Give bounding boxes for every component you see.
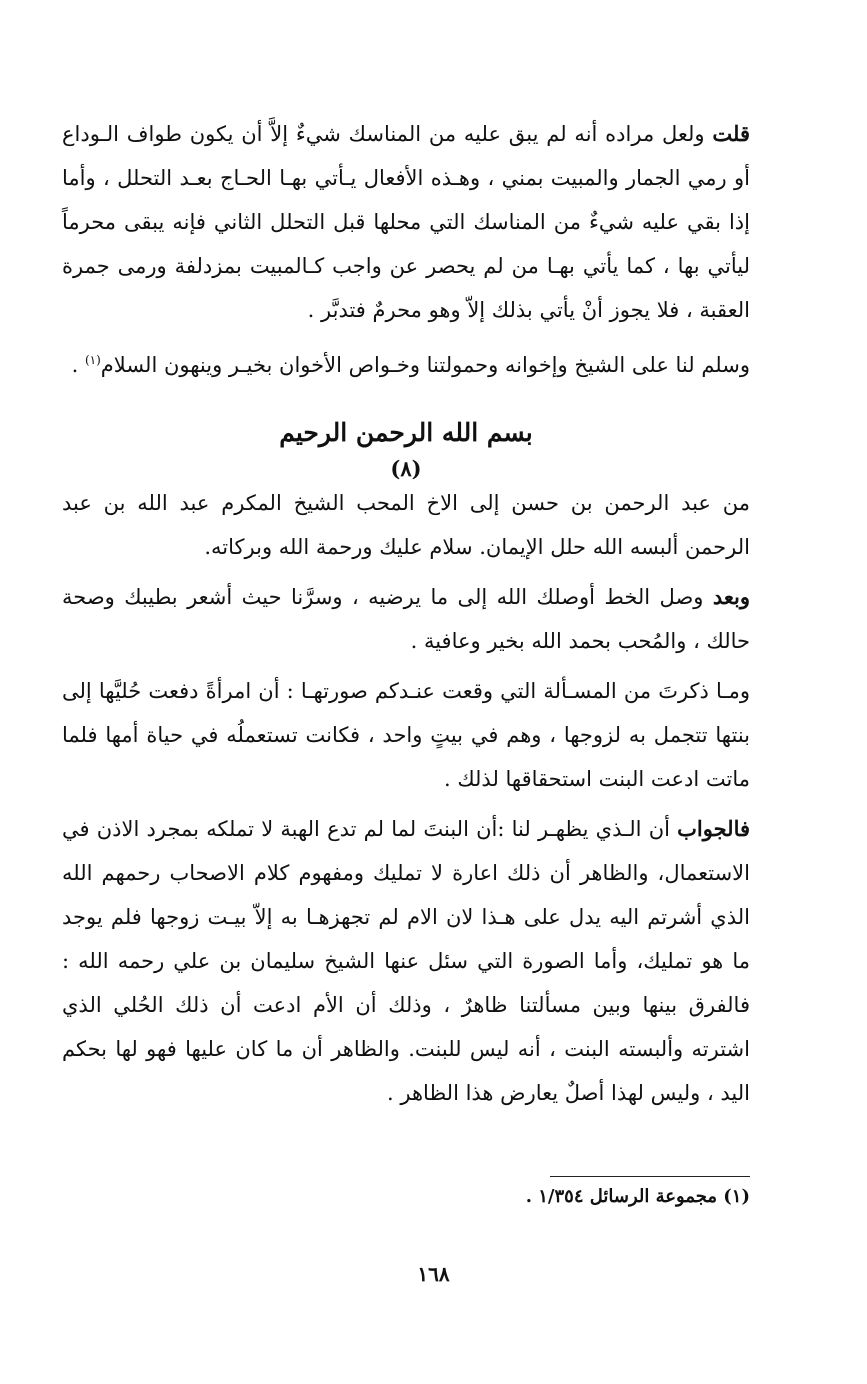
paragraph-lead: وبعد bbox=[712, 584, 750, 609]
paragraph-text: من عبد الرحمن بن حسن إلى الاخ المحب الشيخ المكرم عبد الله بن عبد الرحمن ألبسه الله حلل الإيمان. سلام عليك ورحمة الله وبركاته. bbox=[62, 491, 750, 559]
paragraph-qult bbox=[62, 112, 750, 332]
paragraph-tail: . bbox=[71, 353, 85, 377]
paragraph-text: وسلم لنا على الشيخ وإخوانه وحمولتنا وخـواص الأخوان بخيـر وينهون السلام bbox=[100, 353, 750, 377]
footnote-marker: (١) bbox=[84, 353, 101, 367]
page-number: ١٦٨ bbox=[417, 1262, 450, 1286]
paragraph-text: ولعل مراده أنه لم يبق عليه من المناسك شيءٌ إلاَّ أن يكون طواف الـوداع أو رمي الجمار والمبيت بمني ، وهـذه الأفعال يـأتي بهـا الحـاج بعـد التحلل ، وأما إذا بقي عليه شيءٌ من المناسك التي محلها قبل التحلل الثاني فإنه يبقى محرماً ليأتي بها ، كما يأتي بهـا من لم يحصر عن واجب كـالمبيت بمزدلفة ورمى جمرة العقبة ، فلا يجوز أنْ يأتي بذلك إلاّ وهو محرمٌ فتدبَّر . bbox=[62, 122, 750, 322]
paragraph-lead: قلت bbox=[712, 121, 750, 146]
footnote: (١) مجموعة الرسائل ١/٣٥٤ . bbox=[525, 1186, 750, 1207]
footnote-divider bbox=[550, 1176, 750, 1177]
paragraph-wabad bbox=[62, 575, 750, 663]
paragraph-text: ومـا ذكرتَ من المسـألة التي وقعت عنـدكم صورتهـا : أن امرأةً دفعت حُليَّها إلى بنتها تتجمل به لزوجها ، وهم في بيتٍ واحد ، فكانت تستعملُه في حياة أمها فلما ماتت ادعت البنت استحقاقها لذلك . bbox=[62, 679, 750, 791]
page-body bbox=[62, 112, 750, 1121]
basmala-heading: بسم الله الرحمن الرحيم bbox=[279, 418, 533, 447]
paragraph-answer bbox=[62, 807, 750, 1115]
paragraph-lead: فالجواب bbox=[677, 816, 750, 841]
paragraph-greeting bbox=[62, 338, 750, 387]
paragraph-text: أن الـذي يظهـر لنا :أن البنتَ لما لم تدع الهبة لا تملكه بمجرد الاذن في الاستعمال، والظاهر أن ذلك اعارة لا تمليك ومفهوم كلام الاصحاب رحمهم الله الذي أشرتم اليه يدل على هـذا لان الام لم تجهزهـا به إلاّ بيـت زوجها فلم يوجد ما هو تمليك، وأما الصورة التي سئل عنها الشيخ سليمان بن علي رحمه الله : فالفرق بينها وبين مسألتنا ظاهرٌ ، وذلك أن الأم ادعت أن ذلك الحُلي الذي اشترته وألبسته البنت ، أنه ليس للبنت. والظاهر أن ما كان عليها فهو لها بحكم اليد ، وليس لهذا أصلٌ يعارض هذا الظاهر . bbox=[62, 817, 750, 1105]
paragraph-text: وصل الخط أوصلك الله إلى ما يرضيه ، وسرَّنا حيث أشعر بطيبك وصحة حالك ، والمُحب بحمد الله بخير وعافية . bbox=[62, 585, 750, 653]
paragraph-address bbox=[62, 481, 750, 569]
letter-number: (٨) bbox=[390, 456, 422, 481]
paragraph-question bbox=[62, 669, 750, 801]
